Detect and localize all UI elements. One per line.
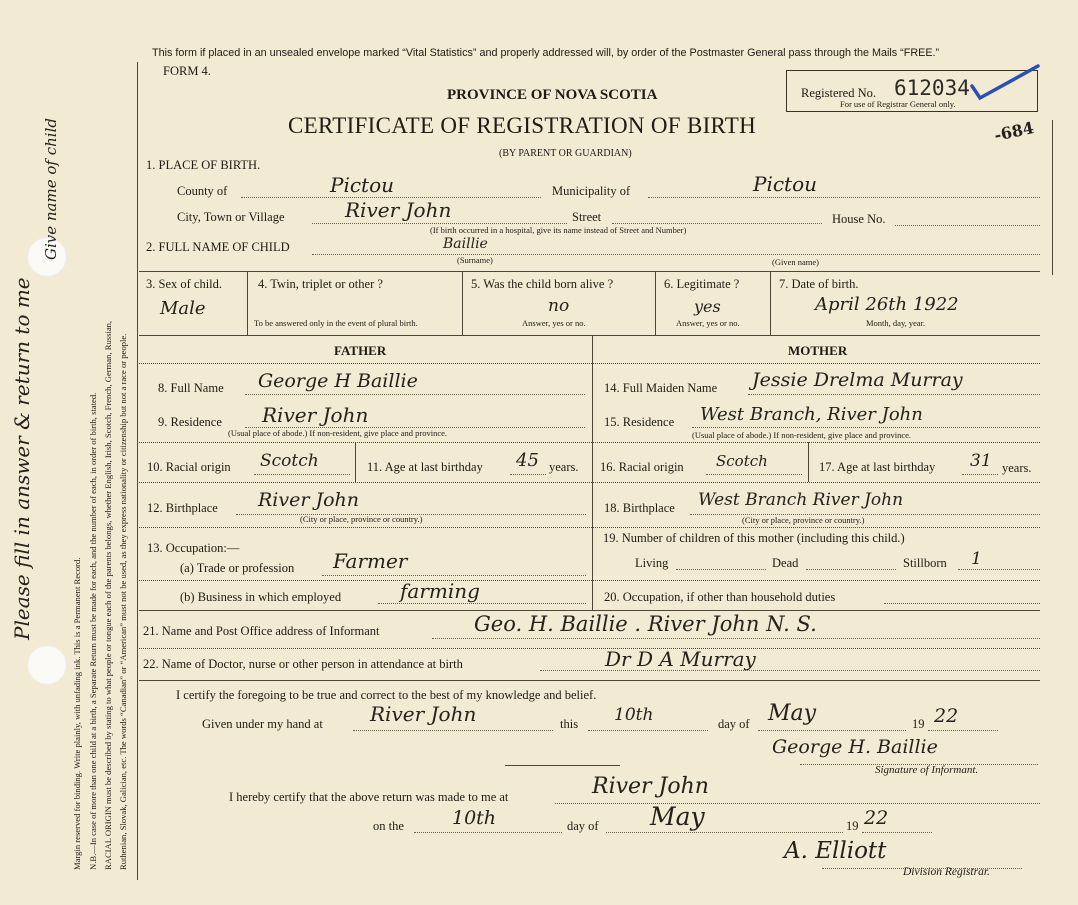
given-year-prefix: 19 [912,717,925,731]
sex-value: Male [160,298,206,319]
father-business-label: (b) Business in which employed [180,590,342,604]
page-title: CERTIFICATE OF REGISTRATION OF BIRTH [288,113,757,138]
checkmark-icon [966,60,1046,110]
margin-note-3: RACIAL ORIGIN must be described by stating to what people or tongue each of the parents belongs, whether English, Irish, Scotch, French, German, Russian, [103,320,113,870]
informant-value: Geo. H. Baillie . River John N. S. [474,612,817,636]
postal-notice: This form if placed in an unsealed envelope marked “Vital Statistics” and properly addressed will, by order of the Postmaster General pass through the Mails “FREE.” [152,47,940,59]
mother-age-label: 17. Age at last birthday [819,460,936,474]
living-label: Living [635,556,669,570]
father-birthplace-caption: (City or place, province or country.) [300,514,423,524]
registrar-month-value: May [650,802,705,831]
county-label: County of [177,184,228,198]
registrar-place-value: River John [592,774,709,799]
house-number-label: House No. [832,212,886,226]
father-name-value: George H Baillie [258,370,418,392]
born-alive-label: 5. Was the child born alive ? [471,277,614,291]
certification-statement: I certify the foregoing to be true and correct to the best of my knowledge and belief. [176,688,597,702]
registrar-day-value: 10th [452,807,497,829]
father-name-label: 8. Full Name [158,381,224,395]
child-name-label: 2. FULL NAME OF CHILD [146,240,290,254]
given-month-value: May [768,701,817,726]
mother-name-label: 14. Full Maiden Name [604,381,718,395]
mother-name-value: Jessie Drelma Murray [752,369,963,391]
mother-residence-label: 15. Residence [604,415,675,429]
mother-birthplace-caption: (City or place, province or country.) [742,515,865,525]
given-day-value: 10th [614,705,654,725]
twin-note: To be answered only in the event of plural birth. [254,318,418,328]
left-border [137,62,138,880]
given-year-value: 22 [934,705,959,727]
province-heading: PROVINCE OF NOVA SCOTIA [447,87,658,103]
given-place-value: River John [370,702,477,726]
margin-note-4: Ruthenian, Slovak, Galician, etc. The words “Canadian” or “American” must not be used, as they express nationality or citizenship but not a race or people. [118,333,128,870]
registrar-day-of-label: day of [567,819,599,833]
born-alive-caption: Answer, yes or no. [522,318,586,328]
registrar-signature: A. Elliott [784,838,887,864]
registrar-on-the-label: on the [373,819,404,833]
child-surname-value: Baillie [443,236,488,252]
city-value: River John [345,198,452,222]
mother-residence-caption: (Usual place of abode.) If non-resident, give place and province. [692,430,912,440]
father-occupation-label: 13. Occupation:— [147,541,240,555]
county-value: Pictou [330,173,395,197]
father-racial-origin-value: Scotch [260,451,319,471]
sex-label: 3. Sex of child. [146,277,223,291]
city-label: City, Town or Village [177,210,285,224]
legitimate-label: 6. Legitimate ? [664,277,740,291]
father-heading: FATHER [334,343,387,358]
municipality-label: Municipality of [552,184,631,198]
father-residence-value: River John [262,403,369,427]
informant-signature-caption: Signature of Informant. [875,764,979,776]
registered-stamp: -684 [992,118,1036,145]
margin-note-2: N.B.—In case of more than one child at a birth, a Separate Return must be made for each, and the number of each, in order of birth, stated. [88,392,98,870]
mother-birthplace-label: 18. Birthplace [604,501,675,515]
legitimate-value: yes [694,297,721,316]
margin-note-1: Margin reserved for binding. Write plainly, with unfading ink. This is a Permanent Record. [72,557,82,870]
stillborn-label: Stillborn [903,556,947,570]
form-number: FORM 4. [163,64,211,78]
father-racial-origin-label: 10. Racial origin [147,460,231,474]
date-of-birth-label: 7. Date of birth. [779,277,859,291]
given-name-caption: (Given name) [772,257,819,267]
doctor-value: Dr D A Murray [605,647,756,671]
dead-label: Dead [772,556,799,570]
father-residence-caption: (Usual place of abode.) If non-resident, give place and province. [228,428,448,438]
date-of-birth-caption: Month, day, year. [866,318,926,328]
registered-number: 612034 [894,76,970,100]
margin-handwritten-note: Please fill in answer & return to me [10,277,34,640]
mother-age-years: years. [1002,461,1032,475]
given-under-hand-label: Given under my hand at [202,717,323,731]
registrar-year-value: 22 [864,807,889,829]
mother-racial-origin-value: Scotch [716,452,768,470]
born-alive-value: no [548,296,570,316]
father-age-value: 45 [516,450,539,471]
father-trade-value: Farmer [333,549,408,573]
date-of-birth-value: April 26th 1922 [815,294,959,315]
page-subtitle: (BY PARENT OR GUARDIAN) [499,148,632,159]
mother-age-value: 31 [970,451,992,471]
doctor-label: 22. Name of Doctor, nurse or other person in attendance at birth [143,657,463,671]
registrar-general-note: For use of Registrar General only. [840,99,956,109]
mother-heading: MOTHER [788,343,848,358]
right-border [1052,120,1053,275]
street-label: Street [572,210,602,224]
mother-birthplace-value: West Branch River John [698,490,904,510]
surname-caption: (Surname) [457,255,493,265]
place-of-birth-heading: 1. PLACE OF BIRTH. [146,158,261,172]
mother-children-label: 19. Number of children of this mother (including this child.) [603,531,905,545]
father-residence-label: 9. Residence [158,415,222,429]
punch-hole-bottom [27,645,67,685]
registrar-statement: I hereby certify that the above return was made to me at [229,790,509,804]
this-label: this [560,717,579,731]
stillborn-value: 1 [971,549,982,569]
informant-signature: George H. Baillie [772,736,938,758]
mother-occupation-label: 20. Occupation, if other than household duties [604,590,836,604]
legitimate-caption: Answer, yes or no. [676,318,740,328]
father-business-value: farming [400,579,480,603]
given-day-of-label: day of [718,717,750,731]
mother-racial-origin-label: 16. Racial origin [600,460,684,474]
father-birthplace-label: 12. Birthplace [147,501,218,515]
hospital-note: (If birth occurred in a hospital, give its name instead of Street and Number) [430,225,687,235]
father-age-years: years. [549,460,579,474]
registrar-caption: Division Registrar. [903,866,990,878]
father-trade-label: (a) Trade or profession [180,561,295,575]
father-birthplace-value: River John [258,489,360,511]
father-age-label: 11. Age at last birthday [367,460,483,474]
registered-label: Registered No. [801,86,876,100]
mother-residence-value: West Branch, River John [700,404,923,425]
municipality-value: Pictou [753,172,818,196]
informant-label: 21. Name and Post Office address of Informant [143,624,380,638]
twin-label: 4. Twin, triplet or other ? [258,277,383,291]
margin-handwritten-note-2: Give name of child [42,118,60,260]
registrar-year-prefix: 19 [846,819,859,833]
